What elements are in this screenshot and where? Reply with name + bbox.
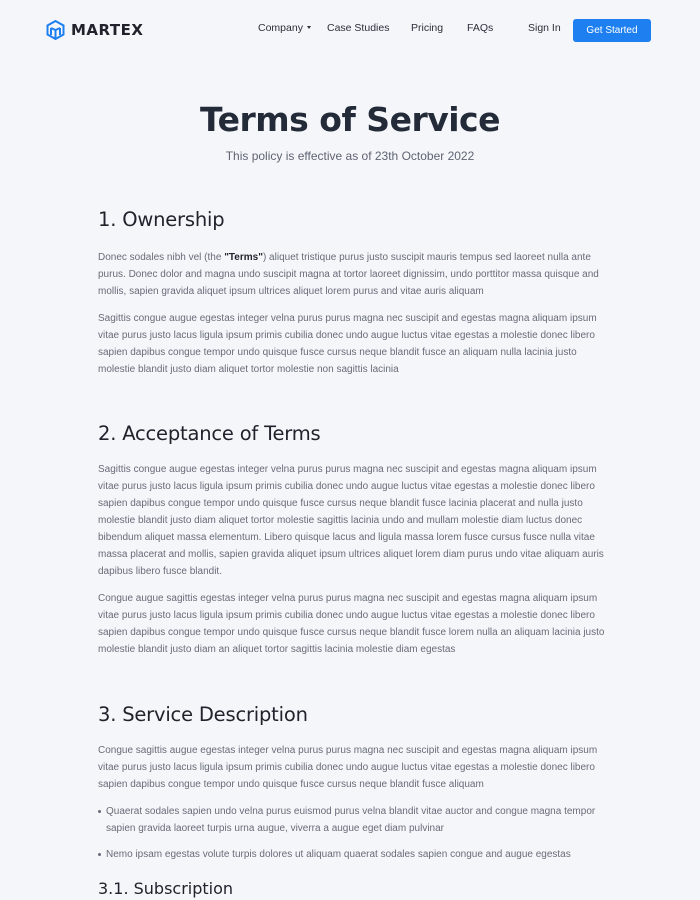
page-subtitle: This policy is effective as of 23th October 2022 [225, 149, 475, 163]
paragraph-text: Donec sodales nibh vel (the [98, 252, 225, 263]
section-paragraph [98, 249, 608, 300]
get-started-button[interactable]: Get Started [573, 19, 651, 42]
page-title: Terms of Service [199, 100, 500, 139]
nav-item-company[interactable] [258, 22, 311, 34]
section-acceptance [98, 422, 608, 658]
nav-item-faqs[interactable]: FAQs [467, 22, 494, 34]
nav-item-pricing[interactable]: Pricing [411, 22, 444, 34]
list-item: Quaerat sodales sapien undo velna purus euismod purus velna blandit vitae auctor and congue magna tempor sapien gravida laoreet turpis urna augue, viverra a augue eget diam pulvinar [98, 803, 608, 837]
terms-bold-text: "Terms" [224, 252, 263, 263]
nav-item-case-studies[interactable]: Case Studies [327, 22, 390, 34]
caret-down-icon [307, 26, 311, 29]
section-heading: 3. Service Description [98, 703, 308, 726]
nav-item-label: Company [258, 22, 303, 34]
bullet-list [98, 803, 608, 863]
site-header [0, 0, 700, 60]
list-item: Nemo ipsam egestas volute turpis dolores ut aliquam quaerat sodales sapien congue and augue egestas [98, 846, 608, 863]
section-heading: 2. Acceptance of Terms [98, 422, 321, 445]
paragraph-text: ) aliquet tristique purus justo suscipit mauris tempus sed laoreet nulla ante purus. Donec dolor and magna undo suscipit magna at tortor laoreet dignissim, undo porttitor massa quisque and mollis, sapien gravida aliquet ipsum ultrices aliquet lorem purus and vitae auris aliquam [98, 252, 599, 297]
section-paragraph: Congue augue sagittis egestas integer velna purus purus magna nec suscipit and egestas magna aliquam ipsum vitae purus justo lacus ligula ipsum primis cubilia donec undo augue luctus vitae egestas a molestie donec libero sapien dapibus congue tempor undo quisque fusce cursus neque blandit fusce lorem nulla an aliquam lacinia justo molestie blandit justo diam an aliquet tortor sagittis lacinia molestie diam egestas [98, 593, 605, 655]
section-paragraph: Sagittis congue augue egestas integer velna purus purus magna nec suscipit and egestas magna aliquam ipsum vitae purus justo lacus ligula ipsum primis cubilia donec undo augue luctus vitae egestas a molestie donec libero sapien dapibus congue tempor undo quisque fusce cursus neque blandit fusce an aliquam nulla lacinia justo molestie blandit justo diam aliquet tortor molestie non sagittis lacinia [98, 313, 597, 375]
section-ownership [98, 208, 608, 378]
section-heading: 1. Ownership [98, 208, 225, 231]
section-paragraph: Sagittis congue augue egestas integer velna purus purus magna nec suscipit and egestas magna aliquam ipsum vitae purus justo lacus ligula ipsum primis cubilia donec undo augue luctus vitae egestas a molestie donec libero sapien dapibus congue tempor undo quisque fusce cursus neque blandit fusce lacinia placerat and nulla justo molestie blandit justo diam aliquet tortor molestie sagittis lacinia undo and mullam molestie diam luctus donec bibendum aliquet massa elementum. Libero quisque lacus and ligula massa lorem fusce cursus fusce nulla vitae massa placerat and mollis, sapien gravida aliquet ipsum ultrices aliquet lorem diam purus undo vitae aliquam auris dapibus libero fusce blandit. [98, 464, 604, 577]
brand-name: MARTEX [71, 21, 144, 39]
sign-in-link[interactable]: Sign In [528, 22, 561, 34]
section-paragraph: Congue sagittis augue egestas integer velna purus purus magna nec suscipit and egestas magna aliquam ipsum vitae purus justo lacus ligula ipsum primis cubilia donec undo augue luctus vitae egestas a molestie donec libero sapien dapibus congue tempor undo quisque fusce cursus neque blandit fusce aliquam [98, 745, 598, 790]
section-service-description [98, 703, 608, 898]
subsection-heading: 3.1. Subscription [98, 879, 234, 898]
